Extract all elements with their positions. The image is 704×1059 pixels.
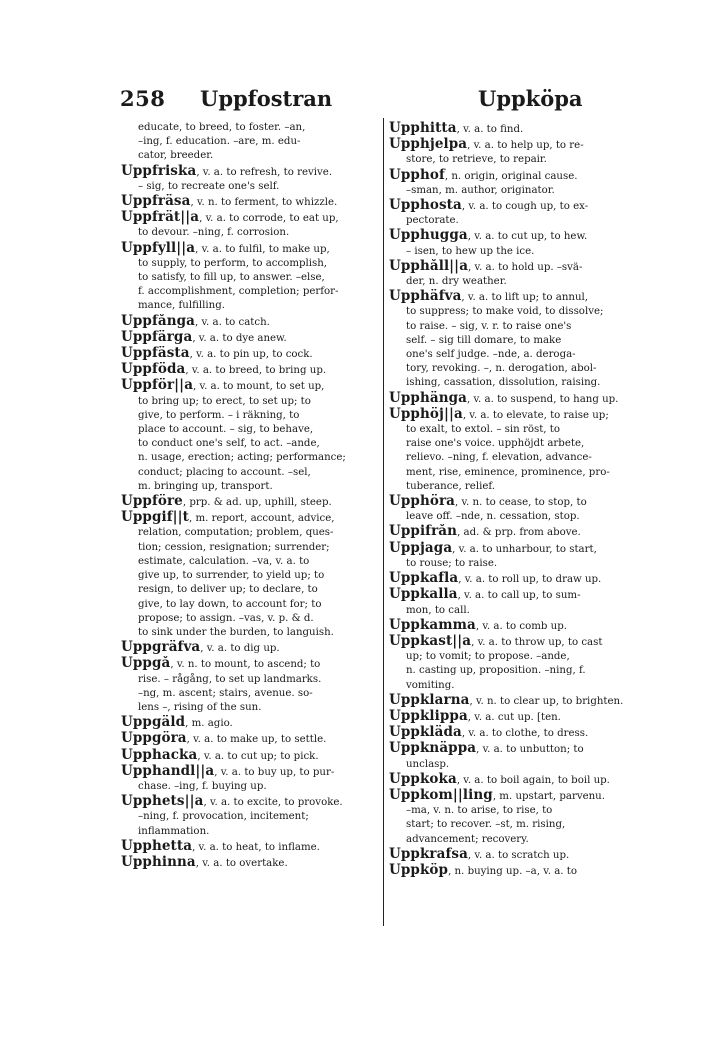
entry-headword-line: Upphof, n. origin, original cause.	[389, 167, 578, 183]
entry-line: –ng, m. ascent; stairs, avenue. so-	[138, 687, 313, 699]
entry-headword-line: Uppfriska, v. a. to refresh, to revive.	[121, 163, 333, 179]
headword: Uppkamma	[389, 617, 476, 633]
entry-headword-line: Uppfrät||a, v. a. to corrode, to eat up,	[121, 210, 339, 226]
headword: Upphjelpa	[389, 137, 468, 153]
entry-headword-line: Upphugga, v. a. to cut up, to hew.	[389, 228, 588, 244]
entry-line: der, n. dry weather.	[406, 276, 507, 288]
entry-line: to sink under the burden, to languish.	[138, 626, 334, 638]
entry-headword-line: Uppifrån, ad. & prp. from above.	[389, 524, 581, 540]
headword: Uppgäld	[121, 715, 186, 731]
entry-headword-line: Uppgäld, m. agio.	[121, 715, 233, 731]
entry-headword-line: Uppkast||a, v. a. to throw up, to cast	[389, 633, 603, 649]
headword: Uppgräfva	[121, 640, 201, 656]
headword: Upphets||a	[121, 794, 204, 810]
entry-line: relievo. –ning, f. elevation, advance-	[406, 452, 592, 464]
entry-headword-line: Uppkamma, v. a. to comb up.	[389, 617, 567, 633]
entry-line: advancement; recovery.	[406, 833, 529, 845]
headword: Uppköp	[389, 862, 449, 878]
entry-line: propose; to assign. –vas, v. p. & d.	[138, 612, 314, 624]
headword: Uppklarna	[389, 692, 470, 708]
entry-line: estimate, calculation. –va, v. a. to	[138, 555, 310, 567]
entry-headword-line: Upphinna, v. a. to overtake.	[121, 854, 288, 870]
entry-line: n. usage, erection; acting; performance;	[138, 452, 346, 464]
entry-headword-line: Upphitta, v. a. to find.	[389, 121, 524, 136]
entry-line: unclasp.	[406, 758, 450, 770]
headword: Upphacka	[121, 747, 198, 763]
entry-headword-line: Upphöj||a, v. a. to elevate, to raise up;	[389, 406, 609, 422]
entry-line: mance, fulfilling.	[138, 300, 225, 312]
headword: Uppfräsa	[121, 194, 191, 210]
entry-headword-line: Uppgräfva, v. a. to dig up.	[121, 640, 280, 656]
entry-headword-line: Upphandl||a, v. a. to buy up, to pur-	[121, 763, 335, 779]
entry-headword-line: Uppföda, v. a. to breed, to bring up.	[121, 362, 327, 378]
headword: Uppklippa	[389, 708, 468, 724]
entry-line: tion; cession, resignation; surrender;	[138, 541, 330, 553]
entry-headword-line: Uppkafla, v. a. to roll up, to draw up.	[389, 571, 602, 587]
headword: Uppkalla	[389, 587, 458, 603]
entry-line: pectorate.	[406, 215, 459, 227]
headword: Uppgöra	[121, 731, 187, 747]
entry-headword-line: Upphets||a, v. a. to excite, to provoke.	[121, 794, 343, 810]
entry-line: leave off. –nde, n. cessation, stop.	[406, 511, 580, 523]
entry-line: vomiting.	[406, 679, 455, 691]
entry-headword-line: Upphåll||a, v. a. to hold up. –svä-	[389, 258, 583, 274]
entry-line: one's self judge. –nde, a. deroga-	[406, 349, 576, 361]
entry-line: chase. –ing, f. buying up.	[138, 780, 267, 792]
entry-line: to bring up; to erect, to set up; to	[138, 395, 311, 407]
headword: Upphetta	[121, 838, 193, 854]
entry-line: m. bringing up, transport.	[138, 480, 273, 492]
entry-line: to satisfy, to fill up, to answer. –else,	[138, 272, 325, 284]
entry-headword-line: Uppfyll||a, v. a. to fulfil, to make up,	[121, 240, 330, 256]
headword: Uppför||a	[121, 378, 194, 394]
entry-headword-line: Uppfräsa, v. n. to ferment, to whizzle.	[121, 194, 338, 210]
headword: Uppfånga	[121, 313, 196, 329]
headword: Uppfyll||a	[121, 240, 196, 256]
entry-headword-line: Uppknäppa, v. a. to unbutton; to	[389, 741, 584, 757]
entry-line: to raise. – sig, v. r. to raise one's	[406, 320, 572, 332]
entry-line: – isen, to hew up the ice.	[406, 245, 535, 257]
entry-line: rise. – rågång, to set up landmarks.	[138, 673, 322, 685]
right-column	[389, 121, 651, 879]
entry-headword-line: Upphosta, v. a. to cough up, to ex-	[389, 198, 589, 214]
headword: Upphof	[389, 167, 445, 183]
entry-line: – sig, to recreate one's self.	[138, 180, 280, 192]
entry-headword-line: Upphacka, v. a. to cut up; to pick.	[121, 747, 319, 763]
headword: Upphåll||a	[389, 258, 469, 274]
headword: Uppfästa	[121, 346, 190, 362]
entry-line: to conduct one's self, to act. –ande,	[138, 438, 320, 450]
headword: Uppfrät||a	[121, 210, 200, 226]
entry-headword-line: Uppkläda, v. a. to clothe, to dress.	[389, 725, 589, 741]
entry-line: –ing, f. education. –are, m. edu-	[138, 136, 301, 148]
headword: Upphöra	[389, 494, 456, 510]
entry-headword-line: Uppkalla, v. a. to call up, to sum-	[389, 587, 581, 603]
left-column	[121, 121, 379, 871]
column-divider	[383, 118, 384, 926]
entry-headword-line: Uppför||a, v. a. to mount, to set up,	[121, 378, 325, 394]
headword: Uppkast||a	[389, 633, 472, 649]
headword: Uppkrafsa	[389, 846, 468, 862]
headword: Upphänga	[389, 390, 468, 406]
right-guide-word: Uppköpa	[478, 86, 583, 111]
entry-line: to rouse; to raise.	[406, 557, 498, 569]
entry-line: place to account. – sig, to behave,	[138, 424, 314, 436]
entry-line: resign, to deliver up; to declare, to	[138, 584, 318, 596]
entry-headword-line: Uppjaga, v. a. to unharbour, to start,	[389, 540, 597, 556]
entry-headword-line: Uppfånga, v. a. to catch.	[121, 313, 270, 329]
headword: Upphöj||a	[389, 406, 463, 422]
headword: Uppjaga	[389, 540, 453, 556]
headword: Upphugga	[389, 228, 468, 244]
entry-headword-line: Uppgå, v. n. to mount, to ascend; to	[121, 656, 321, 672]
entry-headword-line: Upphöra, v. n. to cease, to stop, to	[389, 494, 587, 510]
entry-line: ment, rise, eminence, prominence, pro-	[406, 466, 610, 478]
entry-headword-line: Uppföre, prp. & ad. up, uphill, steep.	[121, 494, 332, 510]
entry-headword-line: Uppkrafsa, v. a. to scratch up.	[389, 846, 570, 862]
headword: Uppkom||ling	[389, 787, 493, 803]
entry-line: –ma, v. n. to arise, to rise, to	[406, 805, 553, 817]
entry-headword-line: Upphjelpa, v. a. to help up, to re-	[389, 137, 584, 153]
entry-line: store, to retrieve, to repair.	[406, 154, 547, 166]
entry-line: give up, to surrender, to yield up; to	[138, 570, 325, 582]
entry-line: self. – sig till domare, to make	[406, 334, 562, 346]
entry-line: educate, to breed, to foster. –an,	[138, 122, 306, 133]
entry-line: –sman, m. author, originator.	[406, 184, 555, 196]
entry-headword-line: Uppfärga, v. a. to dye anew.	[121, 329, 287, 345]
headword: Uppkläda	[389, 725, 462, 741]
headword: Uppgå	[121, 656, 171, 672]
entry-headword-line: Upphäfva, v. a. to lift up; to annul,	[389, 289, 589, 305]
entry-headword-line: Uppkoka, v. a. to boil again, to boil up.	[389, 771, 610, 787]
entry-line: tory, revoking. –, n. derogation, abol-	[406, 363, 597, 375]
entry-headword-line: Uppklippa, v. a. cut up. [ten.	[389, 708, 561, 724]
entry-line: up; to vomit; to propose. –ande,	[406, 651, 570, 663]
headword: Uppfärga	[121, 329, 193, 345]
headword: Uppfriska	[121, 163, 197, 179]
headword: Upphäfva	[389, 289, 462, 305]
headword: Uppifrån	[389, 524, 458, 540]
entry-line: to devour. –ning, f. corrosion.	[138, 227, 290, 239]
headword: Uppgif||t	[121, 510, 189, 526]
entry-line: give, to lay down, to account for; to	[138, 598, 322, 610]
headword: Uppkafla	[389, 571, 459, 587]
entry-headword-line: Uppklarna, v. n. to clear up, to brighten.	[389, 692, 624, 708]
entry-line: give, to perform. – i räkning, to	[138, 409, 300, 421]
headword: Upphinna	[121, 854, 196, 870]
entry-headword-line: Uppgif||t, m. report, account, advice,	[121, 510, 335, 526]
headword: Upphandl||a	[121, 763, 215, 779]
entry-line: conduct; placing to account. –sel,	[138, 466, 311, 478]
entry-headword-line: Upphetta, v. a. to heat, to inflame.	[121, 838, 320, 854]
entry-line: cator, breeder.	[138, 150, 214, 162]
entry-line: to supply, to perform, to accomplish,	[138, 257, 328, 269]
entry-line: raise one's voice. upphöjdt arbete,	[406, 438, 585, 450]
entry-line: –ning, f. provocation, incitement;	[138, 811, 309, 823]
headword: Upphitta	[389, 121, 457, 136]
entry-line: relation, computation; problem, ques-	[138, 527, 334, 539]
entry-line: n. casting up, proposition. –ning, f.	[406, 665, 586, 677]
entry-headword-line: Uppkom||ling, m. upstart, parvenu.	[389, 787, 605, 803]
entry-line: to suppress; to make void, to dissolve;	[406, 306, 604, 318]
entry-headword-line: Uppköp, n. buying up. –a, v. a. to	[389, 862, 577, 878]
headword: Uppföre	[121, 494, 183, 510]
entry-line: ishing, cassation, dissolution, raising.	[406, 377, 601, 389]
headword: Uppföda	[121, 362, 186, 378]
entry-line: f. accomplishment, completion; perfor-	[138, 286, 339, 298]
entry-line: to exalt, to extol. – sin röst, to	[406, 424, 560, 436]
headword: Uppknäppa	[389, 741, 477, 757]
entry-line: inflammation.	[138, 825, 210, 837]
entry-headword-line: Uppfästa, v. a. to pin up, to cock.	[121, 346, 313, 362]
entry-line: lens –, rising of the sun.	[138, 701, 262, 713]
left-guide-word: Uppfostran	[200, 86, 333, 111]
entry-headword-line: Uppgöra, v. a. to make up, to settle.	[121, 731, 327, 747]
entry-line: tuberance, relief.	[406, 480, 496, 492]
headword: Uppkoka	[389, 771, 457, 787]
page-number: 258	[120, 86, 166, 111]
entry-line: start; to recover. –st, m. rising,	[406, 819, 566, 831]
headword: Upphosta	[389, 198, 462, 214]
entry-headword-line: Upphänga, v. a. to suspend, to hang up.	[389, 390, 619, 406]
entry-line: mon, to call.	[406, 604, 470, 616]
